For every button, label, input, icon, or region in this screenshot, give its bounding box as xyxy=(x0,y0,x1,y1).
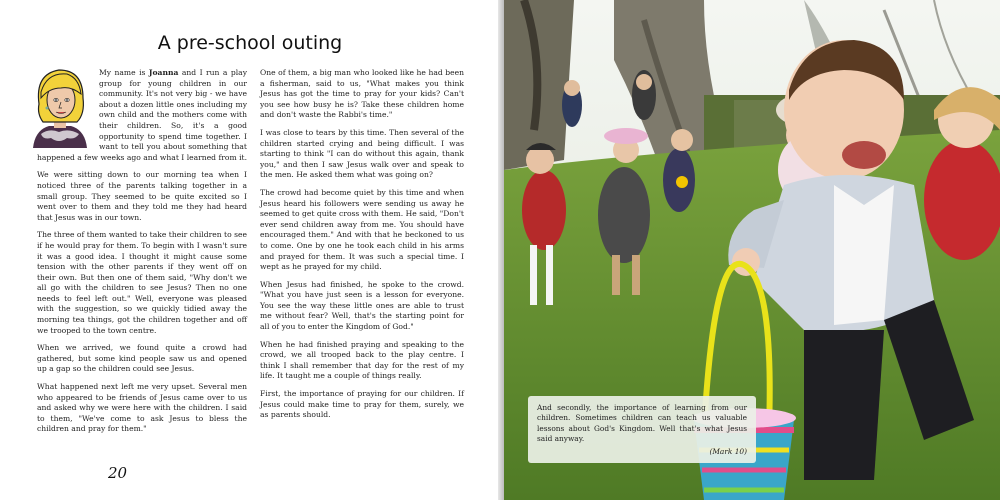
narrator-name: Joanna xyxy=(148,68,179,77)
woman-portrait-illustration xyxy=(27,64,93,148)
intro-rest: and I run a play group for young children in our community. It's not very big - we have about a dozen little ones including my own child and the mothers come with their children. So, it's a good opportunity to spend time together. I want to tell you about something that happened a few weeks ago and what I learned from it. xyxy=(37,68,247,162)
paragraph: First, the importance of praying for our children. If Jesus could make time to pray for them, surely, we as parents should. xyxy=(260,389,464,420)
paragraph: The crowd had become quiet by this time and when Jesus heard his followers were sending us away he seemed to get quite cross with them. He said, "Don't ever send children away from me. You should have encouraged them." And with that he beckoned to us to come. One by one he took each child in his arms and prayed for them. It was such a special time. I wept as he prayed for my child. xyxy=(260,187,464,272)
page-title: A pre-school outing xyxy=(157,32,343,54)
paragraph: When Jesus had finished, he spoke to the crowd. "What you have just seen is a lesson for everyone. You see the way these little ones are able to trust me without fear? Well, that's the starting point for all of you to enter the Kingdom of God." xyxy=(260,279,464,332)
page-number: 20 xyxy=(108,464,128,482)
caption-text: And secondly, the importance of learning from our children. Sometimes children can teach us valuable lessons about God's Kingdom. Well that's what Jesus said anyway. xyxy=(537,403,747,444)
paragraph: We were sitting down to our morning tea when I noticed three of the parents talking together in a small group. They seemed to be quite excited so I went over to them and they told me they had heard that Jesus was in our town. xyxy=(37,170,247,222)
paragraph: What happened next left me very upset. Several men who appeared to be friends of Jesus came over to us and asked why we were here with the children. I said to them, "We've come to ask Jesus to bless the children and pray for them." xyxy=(37,382,247,434)
bible-reference: (Mark 10) xyxy=(709,446,747,456)
paragraph: One of them, a big man who looked like he had been a fisherman, said to us, "What makes you think Jesus has got the time to pray for your kids? Can't you see how busy he is? Take these children home and don't waste the Rabbi's time." xyxy=(260,68,464,120)
paragraph: I was close to tears by this time. Then several of the children started crying and being difficult. I was starting to think "I can do without this again, thank you," and then I saw Jesus walk over and speak to the men. He asked them what was going on? xyxy=(260,127,464,180)
intro-text: My name is xyxy=(99,68,149,77)
paragraph: When he had finished praying and speaking to the crowd, we all trooped back to the play centre. I think I shall remember that day for the rest of my life. It taught me a couple of things really. xyxy=(260,339,464,381)
paragraph: The three of them wanted to take their children to see if he would pray for them. To begin with I wasn't sure it was a good idea. I thought it might cause some tension with the other parents if they went off on their own. But then one of them said, "Why don't we all go with the children to see Jesus? Then no one needs to feel left out." Well, everyone was pleased with the suggestion, so we quickly tidied away the morning tea things, got the children together and off we trooped to the town centre. xyxy=(37,230,247,335)
paragraph: When we arrived, we found quite a crowd had gathered, but some kind people saw us and opened up a gap so the children could see Jesus. xyxy=(37,343,247,374)
text-column-1 xyxy=(37,68,247,442)
text-column-2 xyxy=(260,68,464,428)
caption-box xyxy=(528,396,756,463)
